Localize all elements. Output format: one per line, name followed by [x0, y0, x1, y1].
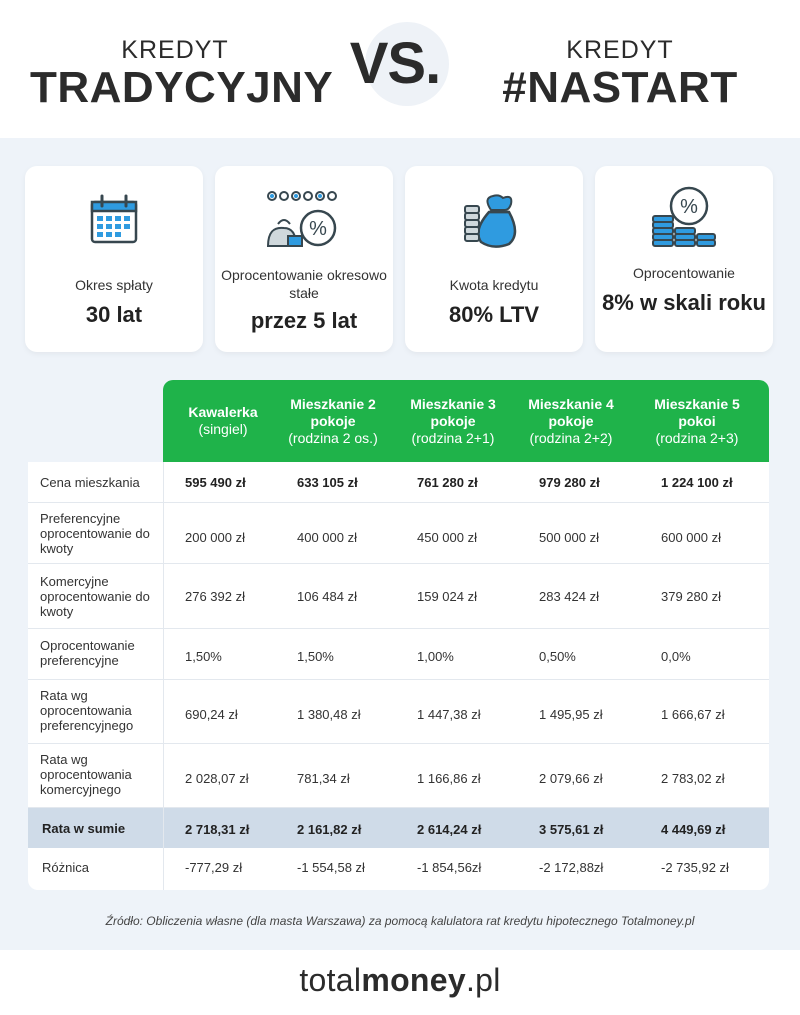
column-title: Mieszkanie 3 pokoje — [410, 395, 496, 429]
column-subtitle: (rodzina 2+1) — [411, 429, 495, 446]
card-label: Oprocentowanie — [633, 265, 735, 281]
brand-logo[interactable] — [0, 962, 800, 999]
right-heading-small: KREDYT — [566, 36, 674, 64]
table-cell: -2 172,88zł — [539, 860, 604, 875]
table-cell: 400 000 zł — [297, 530, 357, 545]
left-heading-big: TRADYCYJNY — [30, 63, 334, 112]
column-header — [637, 380, 757, 462]
row-label: Różnica — [42, 860, 89, 875]
table-cell: 761 280 zł — [417, 475, 478, 490]
table-cell: -1 554,58 zł — [297, 860, 365, 875]
svg-text:%: % — [680, 196, 698, 218]
column-header — [511, 380, 631, 462]
table-cell: 1,50% — [185, 649, 222, 664]
calendar-icon — [84, 190, 144, 250]
table-cell: 2 718,31 zł — [185, 822, 250, 837]
column-subtitle: (rodzina 2 os.) — [288, 429, 378, 446]
table-cell: -777,29 zł — [185, 860, 243, 875]
svg-text:%: % — [309, 218, 327, 240]
brand-light: total — [299, 962, 362, 998]
card-label: Oprocentowanie okresowo stałe — [221, 267, 387, 301]
money-bag-icon — [459, 190, 529, 250]
card-value: 8% w skali roku — [602, 290, 766, 315]
table-cell: 1 495,95 zł — [539, 707, 603, 722]
card-value: 30 lat — [85, 302, 143, 327]
vs-label: VS. — [349, 31, 441, 96]
table-cell: 1 666,67 zł — [661, 707, 725, 722]
table-cell: 159 024 zł — [417, 589, 477, 604]
table-row — [28, 680, 769, 744]
row-label: Oprocentowanie preferencyjne — [40, 638, 135, 668]
row-label: Rata wg oprocentowania komercyjnego — [40, 752, 132, 797]
column-title: Mieszkanie 2 pokoje — [290, 395, 376, 429]
table-cell: 1 447,38 zł — [417, 707, 481, 722]
column-subtitle: (rodzina 2+2) — [529, 429, 613, 446]
row-label: Rata wg oprocentowania preferencyjnego — [40, 688, 134, 733]
row-label: Komercyjne oprocentowanie do kwoty — [40, 574, 150, 619]
table-cell: 2 079,66 zł — [539, 771, 603, 786]
table-cell: 1 224 100 zł — [661, 475, 733, 490]
right-heading — [470, 36, 770, 112]
row-label: Cena mieszkania — [40, 475, 140, 490]
table-cell: 595 490 zł — [185, 475, 246, 490]
column-header — [273, 380, 393, 462]
table-cell: 3 575,61 zł — [539, 822, 604, 837]
table-row — [28, 848, 769, 888]
table-cell: 2 614,24 zł — [417, 822, 482, 837]
table-cell: 600 000 zł — [661, 530, 721, 545]
card-label: Okres spłaty — [75, 277, 153, 293]
table-cell: 1,00% — [417, 649, 454, 664]
table-cell: 106 484 zł — [297, 589, 357, 604]
column-title: Mieszkanie 5 pokoi — [654, 395, 740, 429]
left-heading-small: KREDYT — [121, 36, 229, 64]
table-row — [28, 564, 769, 629]
table-cell: 2 161,82 zł — [297, 822, 362, 837]
row-label: Rata w sumie — [42, 821, 126, 836]
card-value: przez 5 lat — [250, 308, 358, 333]
column-title: Mieszkanie 4 pokoje — [528, 395, 614, 429]
table-cell: -2 735,92 zł — [661, 860, 729, 875]
table-cell: 450 000 zł — [417, 530, 477, 545]
left-heading — [30, 36, 334, 112]
table-cell: 1 166,86 zł — [417, 771, 481, 786]
table-cell: 379 280 zł — [661, 589, 721, 604]
table-cell: 200 000 zł — [185, 530, 245, 545]
column-subtitle: (rodzina 2+3) — [655, 429, 739, 446]
card-repayment-period — [25, 166, 203, 352]
column-header — [163, 380, 283, 462]
table-cell: 276 392 zł — [185, 589, 245, 604]
table-cell: 4 449,69 zł — [661, 822, 726, 837]
brand-bold: money — [361, 962, 466, 998]
table-cell: 1,50% — [297, 649, 334, 664]
brand-tld: .pl — [465, 962, 501, 998]
card-label: Kwota kredytu — [449, 277, 539, 293]
table-cell: 1 380,48 zł — [297, 707, 361, 722]
row-label: Preferencyjne oprocentowanie do kwoty — [40, 511, 150, 556]
card-interest-rate — [595, 166, 773, 352]
right-heading-big: #NASTART — [502, 63, 738, 112]
table-row-sum — [28, 808, 769, 848]
table-cell: 690,24 zł — [185, 707, 238, 722]
table-cell: -1 854,56zł — [417, 860, 482, 875]
table-column-divider — [163, 462, 164, 890]
percent-coins-icon — [262, 188, 346, 252]
column-subtitle: (singiel) — [198, 421, 248, 437]
column-header — [393, 380, 513, 462]
table-cell: 2 783,02 zł — [661, 771, 725, 786]
table-row — [28, 462, 769, 503]
percent-coin-stack-icon — [649, 186, 719, 250]
table-cell: 979 280 zł — [539, 475, 600, 490]
table-cell: 2 028,07 zł — [185, 771, 249, 786]
table-row — [28, 629, 769, 680]
table-cell: 500 000 zł — [539, 530, 599, 545]
column-title: Kawalerka — [188, 404, 258, 420]
table-cell: 283 424 zł — [539, 589, 599, 604]
table-cell: 0,50% — [539, 649, 576, 664]
source-note: Źródło: Obliczenia własne (dla masta Warszawa) za pomocą kalulatora rat kredytu hipotecznego Totalmoney.pl — [105, 914, 695, 928]
table-cell: 0,0% — [661, 649, 691, 664]
card-fixed-rate — [215, 166, 393, 352]
table-cell: 633 105 zł — [297, 475, 358, 490]
table-cell: 781,34 zł — [297, 771, 350, 786]
card-value: 80% LTV — [448, 302, 540, 327]
table-row — [28, 744, 769, 808]
card-loan-amount — [405, 166, 583, 352]
table-row — [28, 503, 769, 564]
